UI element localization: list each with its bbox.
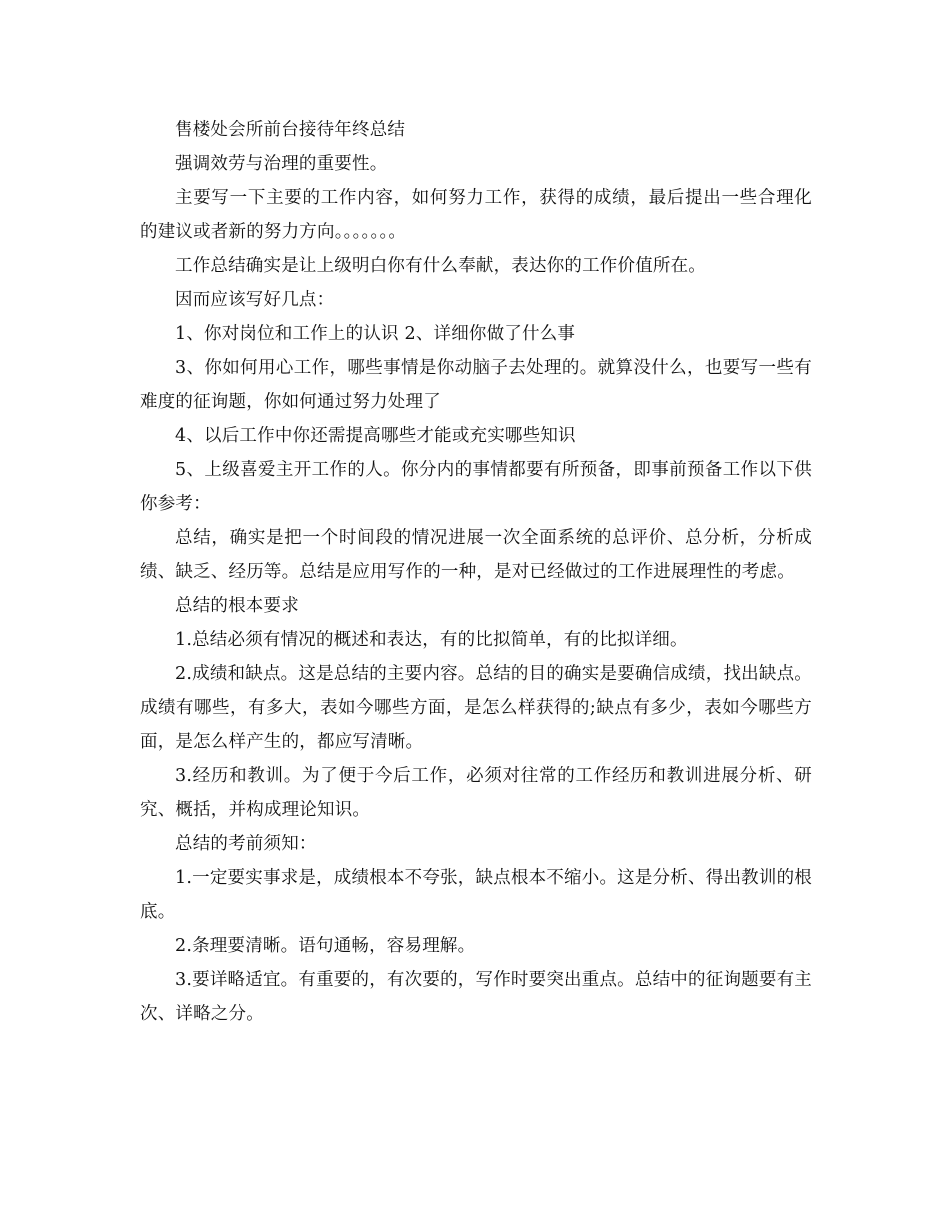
paragraph: 总结，确实是把一个时间段的情况进展一次全面系统的总评价、总分析，分析成绩、缺乏、经历等。总结是应用写作的一种，是对已经做过的工作进展理性的考虑。	[140, 528, 812, 582]
paragraph: 5、上级喜爱主开工作的人。你分内的事情都要有所预备，即事前预备工作以下供你参考：	[140, 460, 812, 514]
paragraph: 主要写一下主要的工作内容，如何努力工作，获得的成绩，最后提出一些合理化的建议或者新的努力方向。。。。。。。	[140, 188, 812, 242]
paragraph: 工作总结确实是让上级明白你有什么奉献，表达你的工作价值所在。	[175, 256, 706, 276]
section-heading: 总结的考前须知：	[175, 834, 317, 854]
paragraph: 3.要详略适宜。有重要的，有次要的，写作时要突出重点。总结中的征询题要有主次、详略之分。	[140, 970, 812, 1024]
section-heading: 总结的根本要求	[175, 596, 299, 616]
paragraph: 1.总结必须有情况的概述和表达，有的比拟简单，有的比拟详细。	[175, 630, 688, 650]
document-title: 售楼处会所前台接待年终总结	[175, 120, 406, 140]
paragraph: 1.一定要实事求是，成绩根本不夸张，缺点根本不缩小。这是分析、得出教训的根底。	[140, 868, 812, 922]
paragraph: 3.经历和教训。为了便于今后工作，必须对往常的工作经历和教训进展分析、研究、概括，并构成理论知识。	[140, 766, 812, 820]
paragraph: 4、以后工作中你还需提高哪些才能或充实哪些知识	[175, 426, 576, 446]
document-body	[140, 113, 812, 1031]
paragraph: 2.成绩和缺点。这是总结的主要内容。总结的目的确实是要确信成绩，找出缺点。成绩有哪些，有多大，表如今哪些方面，是怎么样获得的;缺点有多少，表如今哪些方面，是怎么样产生的，都应写清晰。	[140, 664, 812, 752]
paragraph: 因而应该写好几点：	[175, 290, 335, 310]
paragraph: 1、你对岗位和工作上的认识 2、详细你做了什么事	[175, 324, 576, 344]
paragraph: 3、你如何用心工作，哪些事情是你动脑子去处理的。就算没什么，也要写一些有难度的征询题，你如何通过努力处理了	[140, 358, 812, 412]
paragraph: 强调效劳与治理的重要性。	[175, 154, 388, 174]
paragraph: 2.条理要清晰。语句通畅，容易理解。	[175, 936, 476, 956]
